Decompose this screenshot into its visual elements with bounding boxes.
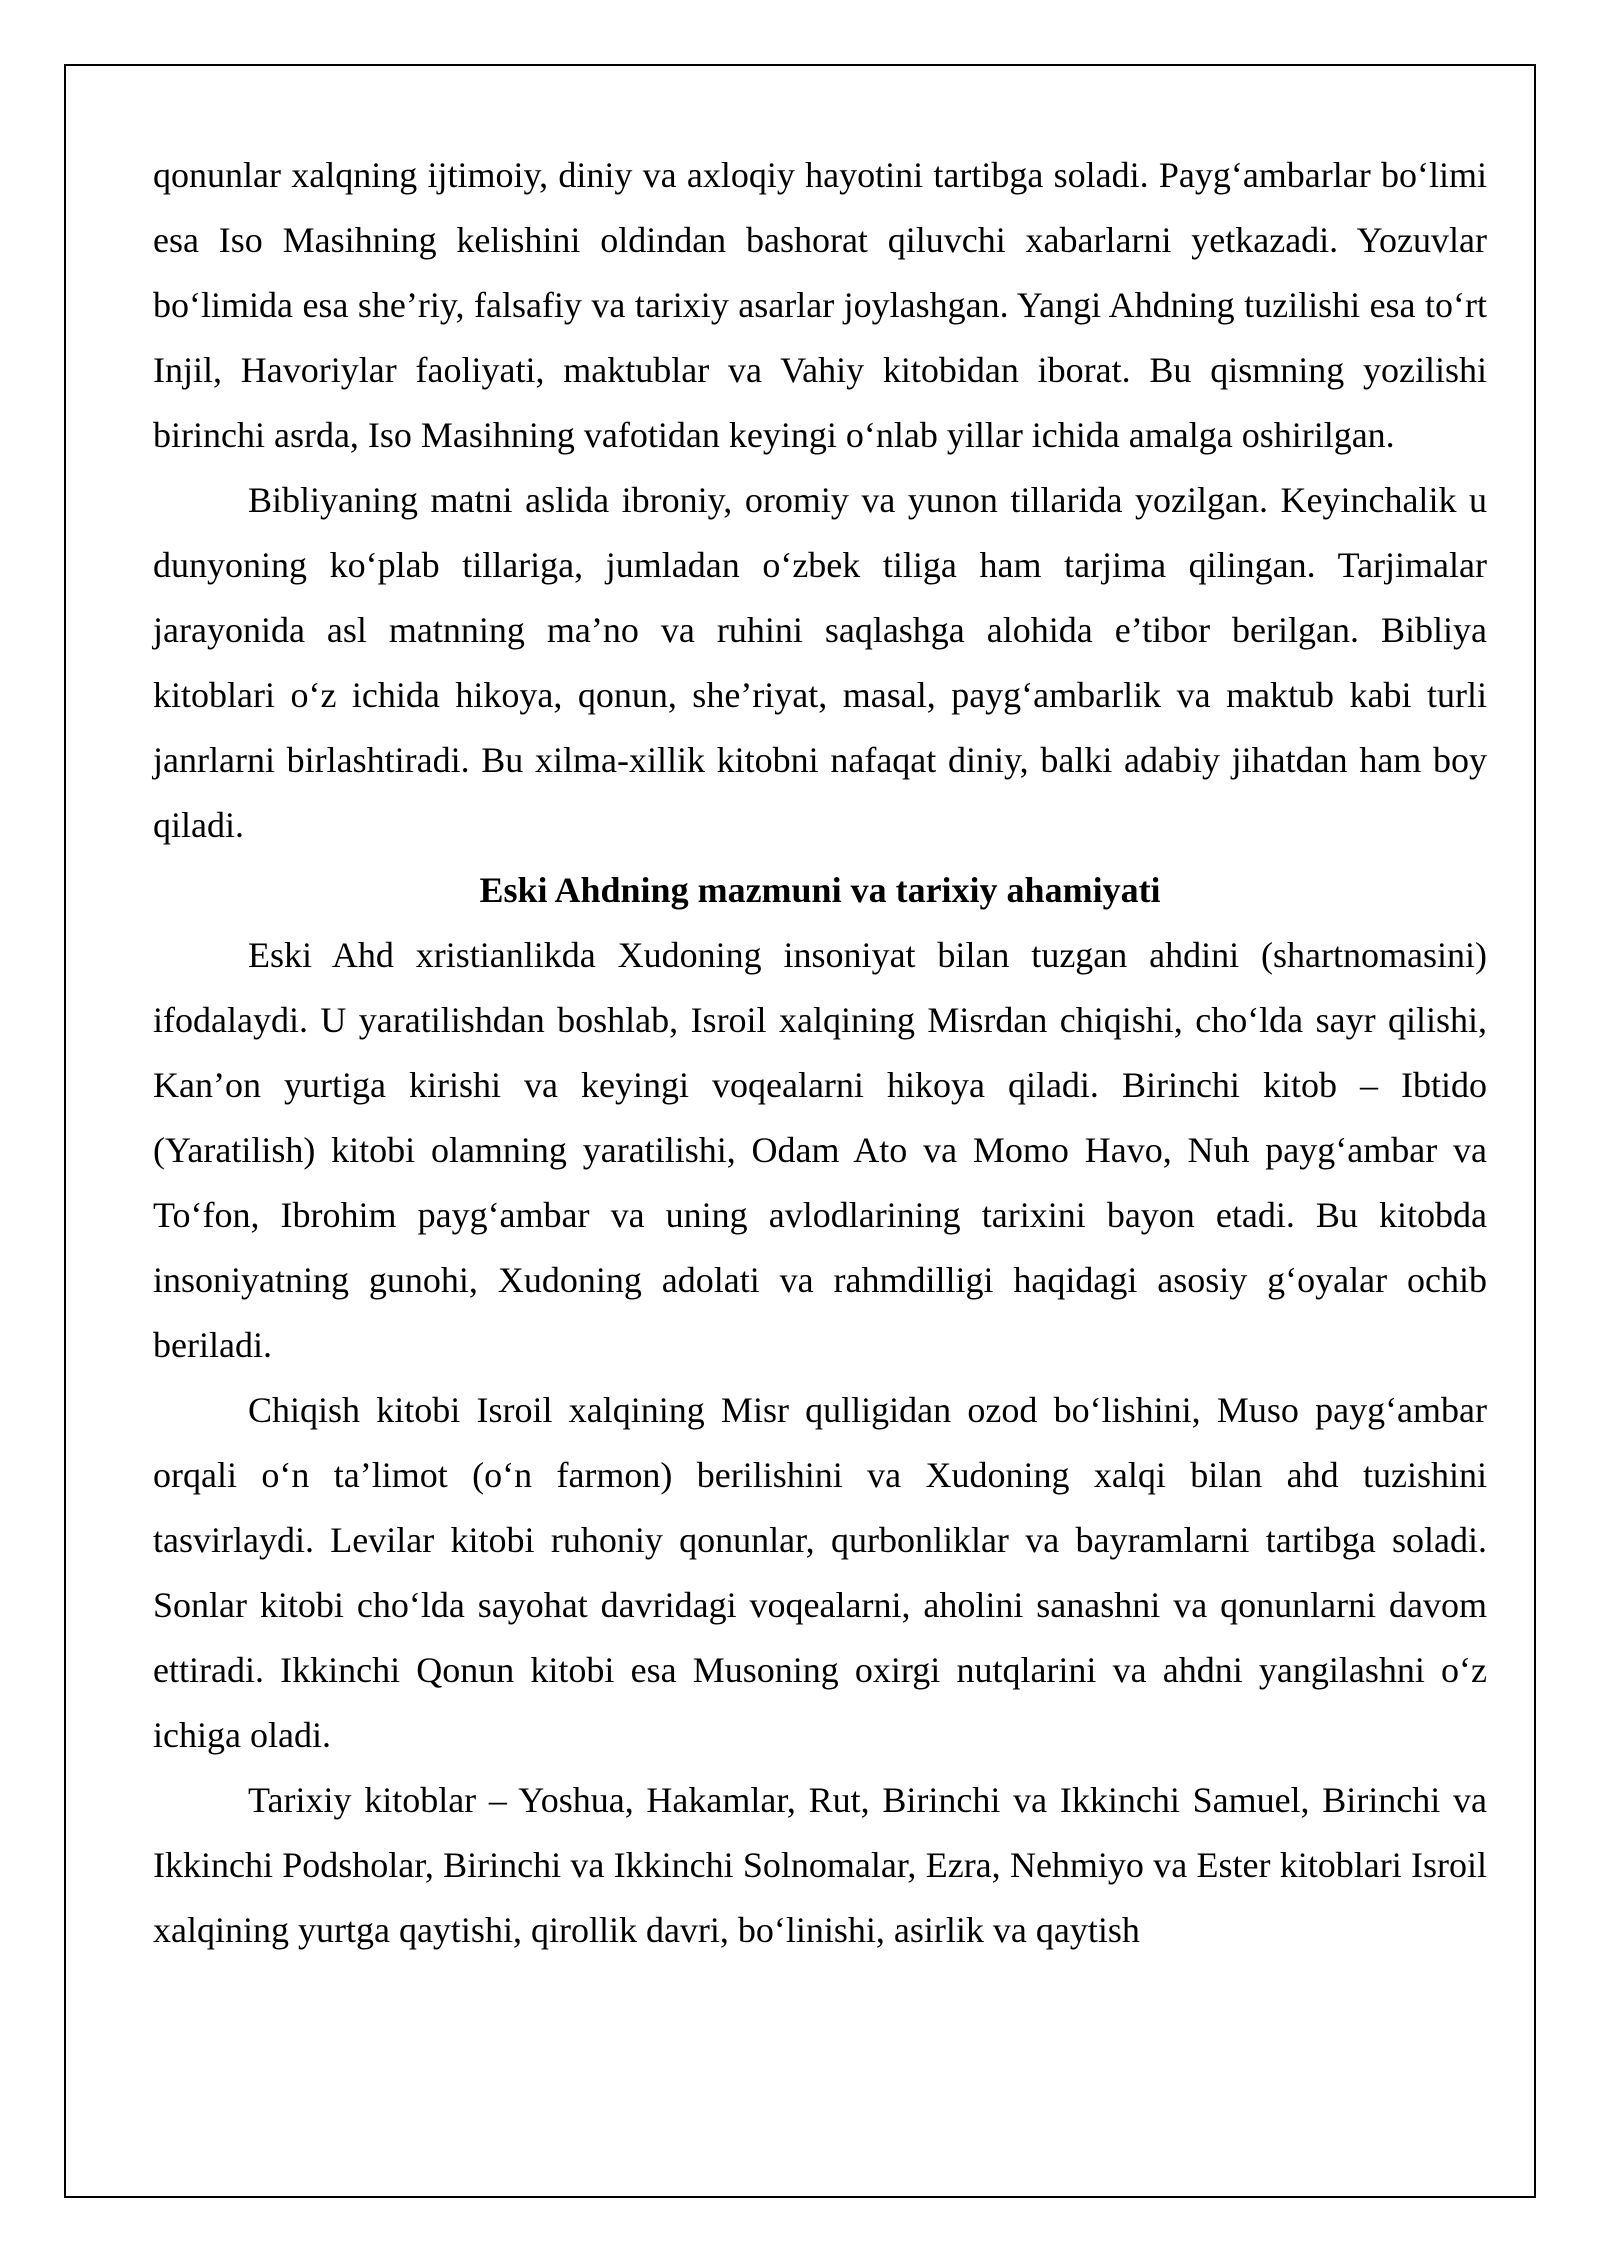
paragraph-continuation: qonunlar xalqning ijtimoiy, diniy va axloqiy hayotini tartibga soladi. Payg‘ambarlar bo‘limi esa Iso Masihning kelishini oldindan bashorat qiluvchi xabarlarni yetkazadi. Yozuvlar bo‘limida esa she’riy, falsafiy va tarixiy asarlar joylashgan. Yangi Ahdning tuzilishi esa to‘rt Injil, Havoriylar faoliyati, maktublar va Vahiy kitobidan iborat. Bu qismning yozilishi birinchi asrda, Iso Masihning vafotidan keyingi o‘nlab yillar ichida amalga oshirilgan.: [153, 155, 1487, 455]
paragraph-bible-languages: Bibliyaning matni aslida ibroniy, oromiy va yunon tillarida yozilgan. Keyinchalik u dunyoning ko‘plab tillariga, jumladan o‘zbek tiliga ham tarjima qilingan. Tarjimalar jarayonida asl matnning ma’no va ruhini saqlashga alohida e’tibor berilgan. Bibliya kitoblari o‘z ichida hikoya, qonun, she’riyat, masal, payg‘ambarlik va maktub kabi turli janrlarni birlashtiradi. Bu xilma-xillik kitobni nafaqat diniy, balki adabiy jihatdan ham boy qiladi.: [153, 480, 1487, 845]
paragraph-old-testament: Eski Ahd xristianlikda Xudoning insoniyat bilan tuzgan ahdini (shartnomasini) ifodalaydi. U yaratilishdan boshlab, Isroil xalqining Misrdan chiqishi, cho‘lda sayr qilishi, Kan’on yurtiga kirishi va keyingi voqealarni hikoya qiladi. Birinchi kitob – Ibtido (Yaratilish) kitobi olamning yaratilishi, Odam Ato va Momo Havo, Nuh payg‘ambar va To‘fon, Ibrohim payg‘ambar va uning avlodlarining tarixini bayon etadi. Bu kitobda insoniyatning gunohi, Xudoning adolati va rahmdilligi haqidagi asosiy g‘oyalar ochib beriladi.: [153, 935, 1487, 1365]
paragraph-historical-books: Tarixiy kitoblar – Yoshua, Hakamlar, Rut, Birinchi va Ikkinchi Samuel, Birinchi va Ikkinchi Podsholar, Birinchi va Ikkinchi Solnomalar, Ezra, Nehmiyo va Ester kitoblari Isroil xalqining yurtga qaytishi, qirollik davri, bo‘linishi, asirlik va qaytish: [153, 1780, 1487, 1950]
section-heading: Eski Ahdning mazmuni va tarixiy ahamiyati: [479, 870, 1161, 910]
paragraph-exodus: Chiqish kitobi Isroil xalqining Misr qulligidan ozod bo‘lishini, Muso payg‘ambar orqali o‘n ta’limot (o‘n farmon) berilishini va Xudoning xalqi bilan ahd tuzishini tasvirlaydi. Levilar kitobi ruhoniy qonunlar, qurbonliklar va bayramlarni tartibga soladi. Sonlar kitobi cho‘lda sayohat davridagi voqealarni, aholini sanashni va qonunlarni davom ettiradi. Ikkinchi Qonun kitobi esa Musoning oxirgi nutqlarini va ahdni yangilashni o‘z ichiga oladi.: [153, 1390, 1487, 1755]
document-body: [153, 143, 1487, 1963]
